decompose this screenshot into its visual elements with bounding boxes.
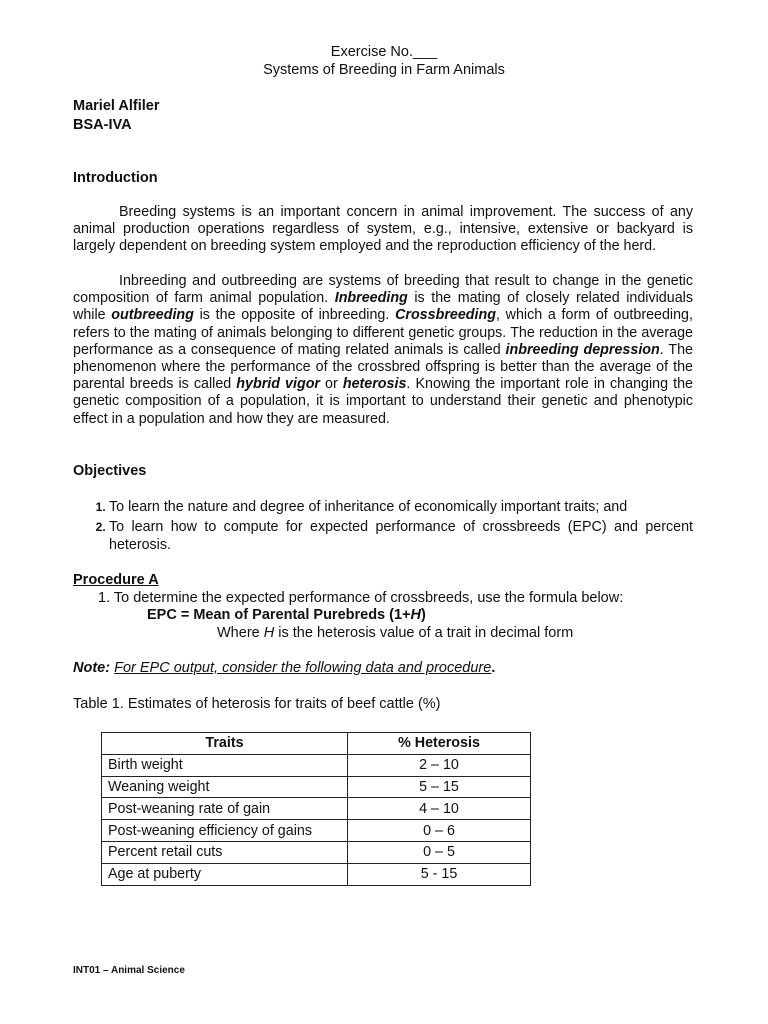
heterosis-cell: 5 – 15 [348, 776, 531, 798]
author-name: Mariel Alfiler [73, 98, 160, 114]
term-inbreeding-depression: inbreeding depression [505, 341, 660, 358]
introduction-heading: Introduction [73, 170, 158, 186]
trait-cell: Post-weaning rate of gain [102, 798, 348, 820]
table-row [102, 841, 531, 863]
epc-formula: EPC = Mean of Parental Purebreds (1+H) [147, 607, 426, 623]
note-text: For EPC output, consider the following data and procedure [114, 660, 492, 676]
document-title: Systems of Breeding in Farm Animals [263, 62, 505, 78]
formula-where-note: Where H is the heterosis value of a trait in decimal form [217, 625, 574, 641]
objective-item: 1. To learn the nature and degree of inheritance of economically important traits; and [109, 498, 693, 516]
table-row [102, 776, 531, 798]
trait-cell: Age at puberty [102, 863, 348, 885]
table-header-row [102, 733, 531, 755]
column-header-heterosis: % Heterosis [348, 733, 531, 755]
author-section: BSA-IVA [73, 117, 132, 133]
term-heterosis: heterosis [342, 376, 407, 393]
term-inbreeding: Inbreeding [334, 290, 408, 307]
note-label: Note: [73, 660, 111, 676]
objectives-heading: Objectives [73, 463, 147, 479]
heterosis-table [101, 732, 531, 886]
term-hybrid-vigor: hybrid vigor [236, 376, 320, 393]
heterosis-cell: 5 - 15 [348, 863, 531, 885]
introduction-paragraph-2: Inbreeding and outbreeding are systems of breeding that result to change in the genetic composition of farm animal population. Inbreeding is the mating of closely related individuals while outbreeding is the opposite of inbreeding. Crossbreeding, which a form of outbreeding, refers to the mating of animals belonging to different genetic groups. The reduction in the average performance as a consequence of mating related animals is called inbreeding depression. The phenomenon where the performance of the crossbred offspring is better than the average of the parental breeds is called hybrid vigor or heterosis. Knowing the important role in changing the genetic composition of a population, it is important to understand their genetic and phenotypic effect in a population and how they are measured. [73, 273, 693, 427]
heterosis-cell: 0 – 5 [348, 841, 531, 863]
table-row [102, 798, 531, 820]
trait-cell: Weaning weight [102, 776, 348, 798]
objectives-list [73, 498, 693, 556]
table-row [102, 863, 531, 885]
procedure-heading: Procedure A [73, 572, 159, 588]
heterosis-cell: 2 – 10 [348, 754, 531, 776]
heterosis-cell: 0 – 6 [348, 820, 531, 842]
introduction-paragraph-1: Breeding systems is an important concern in animal improvement. The success of any animal production operations regardless of system, e.g., intensive, extensive or backyard is largely dependent on breeding system employed and the reproduction efficiency of the herd. [73, 204, 693, 255]
trait-cell: Birth weight [102, 754, 348, 776]
procedure-step-1: 1. To determine the expected performance of crossbreeds, use the formula below: [98, 590, 624, 606]
objective-item: 2. To learn how to compute for expected performance of crossbreeds (EPC) and percent heterosis. [109, 518, 693, 554]
table-row [102, 754, 531, 776]
table-caption: Table 1. Estimates of heterosis for traits of beef cattle (%) [73, 696, 441, 712]
heterosis-cell: 4 – 10 [348, 798, 531, 820]
term-crossbreeding: Crossbreeding [395, 307, 496, 324]
trait-cell: Post-weaning efficiency of gains [102, 820, 348, 842]
exercise-number: Exercise No.___ [330, 44, 438, 60]
note: Note: For EPC output, consider the following data and procedure. [73, 660, 496, 676]
table-row [102, 820, 531, 842]
term-outbreeding: outbreeding [111, 307, 194, 324]
page-footer: INT01 – Animal Science [73, 965, 185, 976]
column-header-traits: Traits [102, 733, 348, 755]
trait-cell: Percent retail cuts [102, 841, 348, 863]
